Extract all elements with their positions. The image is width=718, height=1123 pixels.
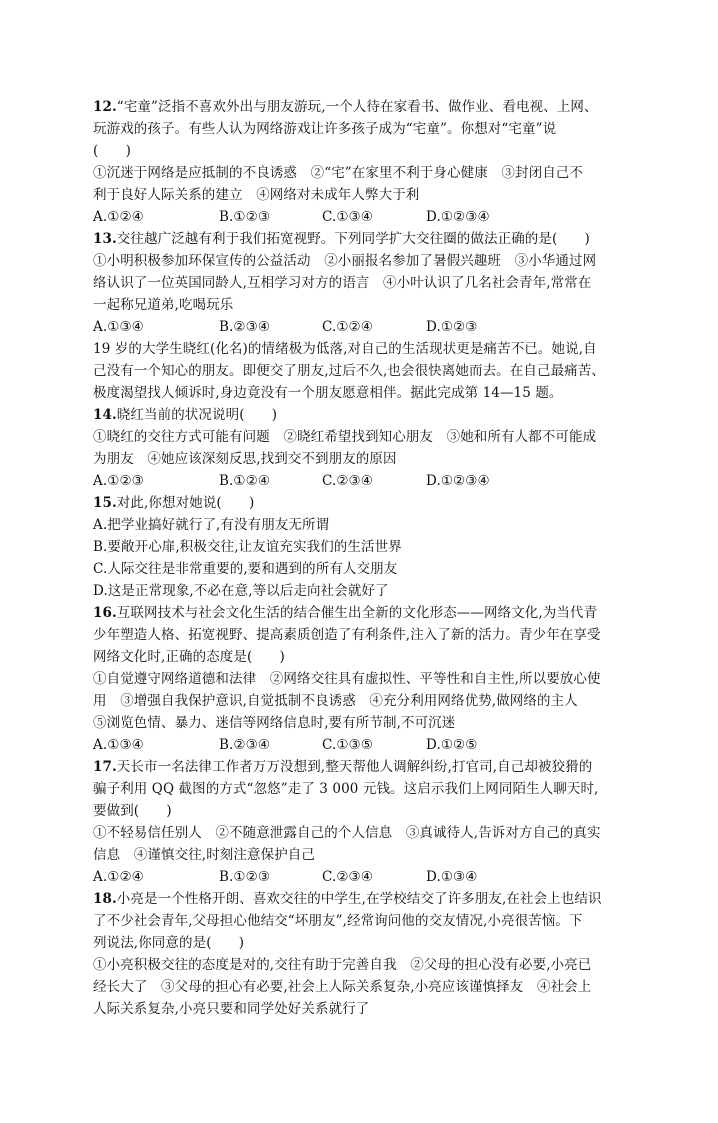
option-b: B.要敞开心扉,积极交往,让友谊充实我们的生活世界	[93, 539, 402, 555]
option-a: A.把学业搞好就行了,有没有朋友无所谓	[93, 517, 330, 533]
option-c: C.②③④	[322, 869, 373, 885]
option-d: D.①②③④	[426, 209, 490, 225]
question-16	[93, 602, 633, 756]
option-d: D.这是正常现象,不必在意,等以后走向社会就好了	[93, 583, 389, 599]
question-text: 晓红当前的状况说明( )	[116, 407, 278, 423]
option-c: C.②③④	[322, 473, 373, 489]
reading-passage	[93, 338, 633, 404]
question-text: 骗子利用 QQ 截图的方式“忽悠”走了 3 000 元钱。这启示我们上网同陌生人聊天时,	[93, 781, 599, 797]
statement-line: 经长大了 ③父母的担心有必要,社会上人际关系复杂,小亮应该谨慎择友 ④社会上	[93, 979, 592, 995]
question-text: 要做到( )	[93, 803, 172, 819]
question-text: 对此,你想对她说( )	[116, 495, 255, 511]
exam-page	[93, 96, 633, 1020]
statement-line: ①小亮积极交往的态度是对的,交往有助于完善自我 ②父母的担心没有必要,小亮已	[93, 957, 592, 973]
question-17	[93, 756, 633, 888]
answer-blank: ( )	[93, 143, 131, 159]
statement-line: ①小明积极参加环保宣传的公益活动 ②小丽报名参加了暑假兴趣班 ③小华通过网	[93, 253, 597, 269]
passage-line: 19 岁的大学生晓红(化名)的情绪极为低落,对自己的生活现状更是痛苦不已。她说,自	[93, 341, 597, 357]
option-c: C.人际交往是非常重要的,要和遇到的所有人交朋友	[93, 561, 398, 577]
statement-line: 为朋友 ④她应该深刻反思,找到交不到朋友的原因	[93, 451, 397, 467]
option-a: A.①③④	[93, 737, 144, 753]
option-d: D.①②③	[426, 319, 478, 335]
question-14	[93, 404, 633, 492]
question-number: 14.	[93, 407, 117, 423]
statement-line: ⑤浏览色情、暴力、迷信等网络信息时,要有所节制,不可沉迷	[93, 715, 456, 731]
option-b: B.②③④	[219, 319, 271, 335]
statement-line: 一起称兄道弟,吃喝玩乐	[93, 297, 234, 313]
option-d: D.①②③④	[426, 473, 490, 489]
option-b: B.①②③	[219, 869, 271, 885]
option-a: A.①②④	[93, 869, 144, 885]
option-d: D.①③④	[426, 869, 478, 885]
statement-line: ①不轻易信任别人 ②不随意泄露自己的个人信息 ③真诚待人,告诉对方自己的真实	[93, 825, 601, 841]
statement-line: 人际关系复杂,小亮只要和同学处好关系就行了	[93, 1001, 370, 1017]
question-number: 18.	[93, 891, 117, 907]
option-a: A.①②③	[93, 473, 144, 489]
question-18	[93, 888, 633, 1020]
option-b: B.①②③	[219, 209, 271, 225]
statement-line: 络认识了一位英国同龄人,互相学习对方的语言 ④小叶认识了几名社会青年,常常在	[93, 275, 592, 291]
question-text: 交往越广泛越有利于我们拓宽视野。下列同学扩大交往圈的做法正确的是( )	[116, 231, 590, 247]
question-text: 了不少社会青年,父母担心他结交“坏朋友”,经常询问他的交友情况,小亮很苦恼。下	[93, 913, 583, 929]
question-text: 网络文化时,正确的态度是( )	[93, 649, 285, 665]
question-text: 小亮是一个性格开朗、喜欢交往的中学生,在学校结交了许多朋友,在社会上也结识	[116, 891, 602, 907]
question-12	[93, 96, 633, 228]
question-number: 13.	[93, 231, 117, 247]
statement-line: 用 ③增强自我保护意识,自觉抵制不良诱惑 ④充分利用网络优势,做网络的主人	[93, 693, 578, 709]
question-text: 互联网技术与社会文化生活的结合催生出全新的文化形态——网络文化,为当代青	[116, 605, 598, 621]
option-b: B.①②④	[219, 473, 271, 489]
option-b: B.②③④	[219, 737, 271, 753]
question-text: “宅童”泛指不喜欢外出与朋友游玩,一个人待在家看书、做作业、看电视、上网、	[116, 99, 598, 115]
question-number: 16.	[93, 605, 117, 621]
option-c: C.①③④	[322, 209, 373, 225]
answer-options	[93, 866, 633, 888]
question-text: 列说法,你同意的是( )	[93, 935, 245, 951]
statement-line: ①自觉遵守网络道德和法律 ②网络交往具有虚拟性、平等性和自主性,所以要放心使	[93, 671, 601, 687]
statement-line: 信息 ④谨慎交往,时刻注意保护自己	[93, 847, 315, 863]
statement-line: 利于良好人际关系的建立 ④网络对未成年人弊大于利	[93, 187, 420, 203]
answer-options	[93, 470, 633, 492]
statement-line: ①沉迷于网络是应抵制的不良诱惑 ②“宅”在家里不利于身心健康 ③封闭自己不	[93, 165, 584, 181]
option-c: C.①③⑤	[322, 737, 373, 753]
answer-options	[93, 206, 633, 228]
question-number: 12.	[93, 99, 117, 115]
option-a: A.①②④	[93, 209, 144, 225]
option-d: D.①②⑤	[426, 737, 478, 753]
statement-line: ①晓红的交往方式可能有问题 ②晓红希望找到知心朋友 ③她和所有人都不可能成	[93, 429, 597, 445]
question-number: 17.	[93, 759, 117, 775]
passage-line: 极度渴望找人倾诉时,身边竟没有一个朋友愿意相伴。据此完成第 14—15 题。	[93, 385, 563, 401]
answer-options	[93, 316, 633, 338]
question-text: 少年塑造人格、拓宽视野、提高素质创造了有利条件,注入了新的活力。青少年在享受	[93, 627, 601, 643]
question-number: 15.	[93, 495, 117, 511]
question-13	[93, 228, 633, 338]
passage-line: 己没有一个知心的朋友。即便交了朋友,过后不久,也会很快离她而去。在自己最痛苦、	[93, 363, 605, 379]
question-15	[93, 492, 633, 602]
option-a: A.①③④	[93, 319, 144, 335]
option-c: C.①②④	[322, 319, 373, 335]
answer-options	[93, 734, 633, 756]
question-text: 玩游戏的孩子。有些人认为网络游戏让许多孩子成为“宅童”。你想对“宅童”说	[93, 121, 557, 137]
question-text: 天长市一名法律工作者万万没想到,整天帮他人调解纠纷,打官司,自己却被狡猾的	[116, 759, 593, 775]
